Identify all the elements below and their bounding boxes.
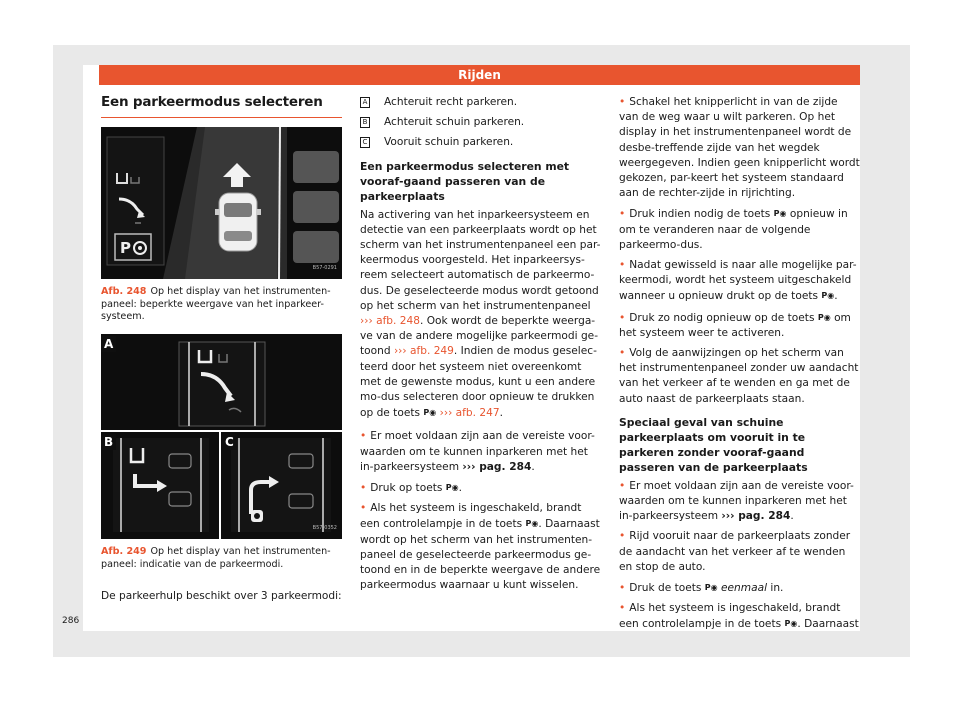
b3-text-a: Als het systeem is ingeschakeld, brandt een controlelampje in de toets <box>360 502 582 531</box>
rb4-text-a: Druk zo nodig opnieuw op de toets <box>629 311 815 324</box>
page-number: 286 <box>62 616 80 626</box>
b3-text-b: . Daarnaast wordt op het scherm van het instrumenten-paneel de geselecteerde parkeermodus ge-toond en in de beperkte weergave de andere parkeermodus waarnaar u kunt wisselen. <box>360 518 601 592</box>
rb2-text-a: Druk indien nodig de toets <box>629 208 771 221</box>
parking-steering-key-icon: P◉ <box>525 519 539 529</box>
bullet-reactivate <box>619 310 860 341</box>
svg-text:P: P <box>120 239 131 258</box>
key-a-box: A <box>360 97 370 108</box>
mode-def-a-text: Achteruit recht parkeren. <box>384 96 518 108</box>
parking-steering-key-icon: P◉ <box>704 583 718 593</box>
ref-pag-284[interactable]: ››› pag. 284 <box>462 460 532 473</box>
figure-249 <box>101 334 342 539</box>
bullet-press-once <box>619 580 860 596</box>
fig249-panel-b-label: B <box>101 434 116 450</box>
mode-def-b-text: Achteruit schuin parkeren. <box>384 116 525 129</box>
b1-text-a: Er moet voldaan zijn aan de vereiste voor-waarden om te kunnen inparkeren met het in-parkeersysteem <box>360 430 595 473</box>
column-middle <box>360 95 601 598</box>
ref-afb-248[interactable]: ››› afb. 248 <box>360 315 420 328</box>
fig248-code: B57-0291 <box>312 265 337 271</box>
fig248-display-illustration <box>101 127 342 279</box>
fig248-label: Afb. 248 <box>101 286 147 298</box>
rb8-text-a: Druk de toets <box>629 582 702 595</box>
fig249-caption <box>101 546 342 571</box>
parking-steering-key-icon: P◉ <box>423 408 437 418</box>
ref-pag-284-2[interactable]: ››› pag. 284 <box>721 510 791 523</box>
key-c-box: C <box>360 137 370 148</box>
rb9-text-b: . Daarnaast <box>797 618 859 631</box>
mode-def-c-text: Vooruit schuin parkeren. <box>384 136 514 149</box>
b1-text-b: . <box>531 460 535 473</box>
parking-steering-key-icon: P◉ <box>773 209 787 219</box>
rb6-text-b: . <box>790 510 794 523</box>
rb2-text-b: opnieuw in om te veranderen naar de volgende parkeermo-dus. <box>619 208 848 251</box>
bullet-prerequisites-2 <box>619 479 860 525</box>
bullet-system-on <box>360 501 601 593</box>
middle-paragraph <box>360 208 601 422</box>
modes-intro: De parkeerhulp beschikt over 3 parkeermodi: <box>101 590 342 603</box>
ref-afb-249[interactable]: ››› afb. 249 <box>393 345 454 358</box>
fig249-panel-c-label: C <box>222 434 237 450</box>
key-b-box: B <box>360 117 370 128</box>
fig248-caption-text: Op het display van het instrumenten-paneel: beperkte weergave van het inparkeer-systeem. <box>101 286 331 323</box>
parking-steering-key-icon: P◉ <box>821 291 835 301</box>
subheading-with-passing: Een parkeermodus selecteren met vooraf-gaand passeren van de parkeerplaats <box>360 159 570 203</box>
bullet-follow-instructions: • Volg de aanwijzingen op het scherm van het instrumentenpaneel zonder uw aandacht van het verkeer af te wenden en ga met de auto naast de parkeerplaats staan. <box>619 346 860 407</box>
column-right <box>619 95 860 638</box>
rb6-text-a: Er moet voldaan zijn aan de vereiste voor-waarden om te kunnen inparkeren met het in-parkeersysteem <box>619 479 854 523</box>
bullet-prerequisites <box>360 429 601 475</box>
rb4-text-b: om het systeem weer te activeren. <box>619 311 851 339</box>
parking-steering-key-icon: P◉ <box>784 619 798 629</box>
mode-def-a <box>360 95 601 110</box>
rb8-text-b: in. <box>770 582 784 595</box>
ref-afb-247[interactable]: ››› afb. 247 <box>439 407 500 420</box>
p1-text-b: . Ook wordt de beperkte weerga-ve van de andere mogelijke parkeermodi ge-toond <box>360 315 599 358</box>
rb3-text-a: Nadat gewisseld is naar alle mogelijke par-keermodi, wordt het systeem uitgeschakeld wanneer u opnieuw drukt op de toets <box>619 259 857 303</box>
rb3-text-b: . <box>834 290 838 303</box>
column-left <box>101 95 342 609</box>
bullet-system-on-2 <box>619 601 860 632</box>
bullet-press-again <box>619 206 860 253</box>
p1-text-d: . <box>499 407 503 420</box>
mode-def-c <box>360 135 601 150</box>
fig248-caption <box>101 286 342 323</box>
section-title: Een parkeermodus selecteren <box>101 95 342 118</box>
emphasis-eenmaal: eenmaal <box>721 582 768 595</box>
p1-text-c: . Indien de modus geselec-teerd door het systeem niet overeenkomt met de gewenste modus, kunt u een andere mo-dus selecteren door opnieuw te drukken op de toets <box>360 345 597 420</box>
bullet-all-modes <box>619 258 860 305</box>
bullet-indicator: • Schakel het knipperlicht in van de zijde van de weg waar u wilt parkeren. Op het display in het instrumentenpaneel wordt de desbe-treffende zijde van het wegdek weergegeven. Indien geen knipperlicht wordt gekozen, par-keert het systeem standaard aan de rechter-zijde in rijrichting. <box>619 95 860 201</box>
p1-text-a: Na activering van het inparkeersysteem en detectie van een parkeerplaats wordt op het scherm van het instrumentenpaneel een par-keermodus voorgesteld. Het inparkeersys-reem selecteert automatisch de parkeermo-dus. De geselecteerde modus wordt getoond op het scherm van het instrumentenpaneel <box>360 208 601 312</box>
fig249-code: B57-0352 <box>312 525 337 532</box>
fig249-panel-a-label: A <box>101 336 116 352</box>
fig249-label: Afb. 249 <box>101 546 147 558</box>
bullet-drive-forward: • Rijd vooruit naar de parkeerplaats zonder de aandacht van het verkeer af te wenden en stop de auto. <box>619 529 860 575</box>
chapter-header: Rijden <box>99 65 860 85</box>
rb9-text-a: Als het systeem is ingeschakeld, brandt een controlelampje in de toets <box>619 602 841 631</box>
bullet-press-key: • Druk op toets P◉. <box>360 480 601 496</box>
b2-text: Druk op toets <box>370 482 443 495</box>
parking-steering-key-icon: P◉ <box>817 312 831 322</box>
subheading-special-case: Speciaal geval van schuine parkeerplaats om vooruit in te parkeren zonder vooraf-gaand passeren van de parkeerplaats <box>619 415 808 474</box>
fig249-caption-text: Op het display van het instrumenten-paneel: indicatie van de parkeermodi. <box>101 546 331 570</box>
parking-steering-key-icon: P◉ <box>445 483 459 493</box>
mode-def-b <box>360 115 601 130</box>
figure-248 <box>101 127 342 279</box>
